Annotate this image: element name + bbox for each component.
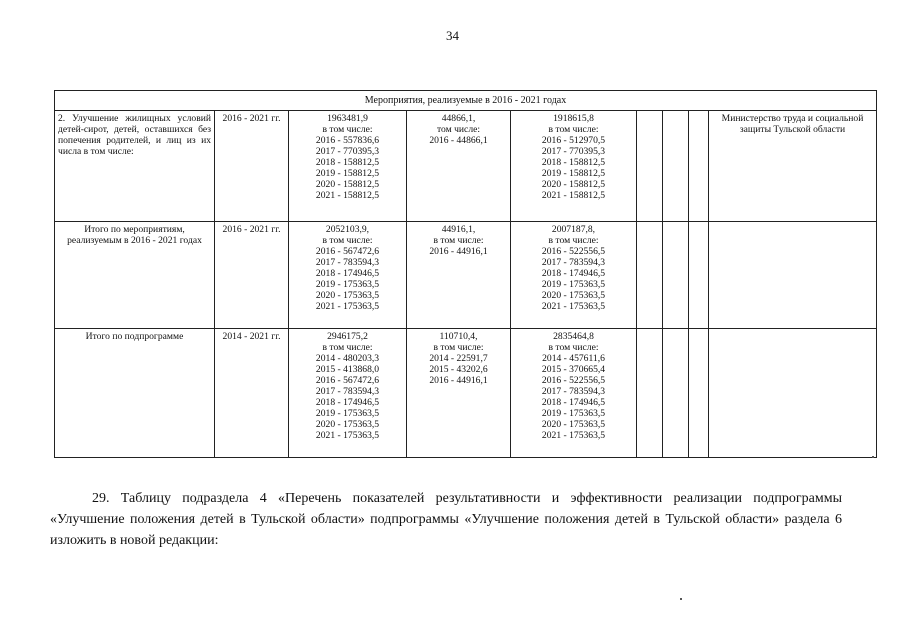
regional-funding-cell-line: 2016 - 512970,5 — [541, 135, 606, 146]
regional-funding-cell-line: 2018 - 174946,5 — [541, 397, 606, 408]
scan-speck — [872, 456, 874, 458]
empty-cell — [663, 329, 689, 458]
regional-funding-cell-line: в том числе: — [548, 342, 599, 353]
federal-funding-cell — [407, 329, 511, 458]
total-funding-cell-line: 2019 - 175363,5 — [315, 279, 380, 290]
period-cell: 2016 - 2021 гг. — [215, 111, 289, 222]
federal-funding-cell — [407, 222, 511, 329]
activity-name-cell: Итого по мероприятиям, реализуемым в 2016 - 2021 годах — [55, 222, 215, 329]
regional-funding-cell-line: 1918615,8 — [553, 113, 594, 124]
regional-funding-cell — [511, 222, 637, 329]
regional-funding-cell-line: 2015 - 370665,4 — [541, 364, 606, 375]
executor-cell: Министерство труда и социальной защиты Тульской области — [709, 111, 877, 222]
empty-cell — [663, 222, 689, 329]
total-funding-cell — [289, 329, 407, 458]
federal-funding-cell-line: 2014 - 22591,7 — [429, 353, 488, 364]
federal-funding-cell-line: том числе: — [436, 124, 481, 135]
activity-name-cell: 2. Улучшение жилищных условий детей-сирот, детей, оставшихся без попечения родителей, и лиц из их числа в том числе: — [55, 111, 215, 222]
total-funding-cell — [289, 222, 407, 329]
regional-funding-cell-line: 2018 - 174946,5 — [541, 268, 606, 279]
regional-funding-cell-line: 2018 - 158812,5 — [541, 157, 606, 168]
empty-cell — [689, 111, 709, 222]
regional-funding-cell-line: 2020 - 175363,5 — [541, 290, 606, 301]
period-cell: 2014 - 2021 гг. — [215, 329, 289, 458]
regional-funding-cell-line: 2020 - 158812,5 — [541, 179, 606, 190]
empty-cell — [637, 222, 663, 329]
section-header: Мероприятия, реализуемые в 2016 - 2021 годах — [55, 91, 877, 111]
total-funding-cell-line: 2018 - 174946,5 — [315, 397, 380, 408]
regional-funding-cell-line: 2020 - 175363,5 — [541, 419, 606, 430]
total-funding-cell-line: в том числе: — [322, 124, 373, 135]
empty-cell — [689, 222, 709, 329]
total-funding-cell-line: 2019 - 158812,5 — [315, 168, 380, 179]
body-paragraph: 29. Таблицу подраздела 4 «Перечень показателей результативности и эффективности реализации подпрограммы «Улучшение положения детей в Тульской области» подпрограммы «Улучшение положения детей в Тульской области» раздела 6 изложить в новой редакции: — [50, 491, 842, 548]
regional-funding-cell-line: в том числе: — [548, 124, 599, 135]
regional-funding-cell-line: 2016 - 522556,5 — [541, 246, 606, 257]
regional-funding-cell-line: 2016 - 522556,5 — [541, 375, 606, 386]
total-funding-cell-line: 2018 - 174946,5 — [315, 268, 380, 279]
federal-funding-cell-line: 44916,1, — [441, 224, 476, 235]
federal-funding-cell-line: 110710,4, — [439, 331, 478, 342]
executor-cell — [709, 222, 877, 329]
total-funding-cell-line: 2014 - 480203,3 — [315, 353, 380, 364]
regional-funding-cell — [511, 111, 637, 222]
total-funding-cell-line: 2020 - 175363,5 — [315, 290, 380, 301]
table-row — [55, 111, 877, 222]
regional-funding-cell-line: 2021 - 175363,5 — [541, 301, 606, 312]
regional-funding-cell-line: 2021 - 175363,5 — [541, 430, 606, 441]
regional-funding-cell-line: 2017 - 783594,3 — [541, 257, 606, 268]
total-funding-cell-line: 2018 - 158812,5 — [315, 157, 380, 168]
federal-funding-cell-line: 44866,1, — [441, 113, 476, 124]
regional-funding-cell-line: 2019 - 175363,5 — [541, 279, 606, 290]
empty-cell — [637, 329, 663, 458]
regional-funding-cell-line: в том числе: — [548, 235, 599, 246]
federal-funding-cell — [407, 111, 511, 222]
budget-table — [54, 90, 877, 458]
regional-funding-cell-line: 2017 - 770395,3 — [541, 146, 606, 157]
total-funding-cell-line: 2019 - 175363,5 — [315, 408, 380, 419]
federal-funding-cell-line: в том числе: — [433, 235, 484, 246]
total-funding-cell-line: 2021 - 175363,5 — [315, 301, 380, 312]
federal-funding-cell-line: 2015 - 43202,6 — [429, 364, 488, 375]
total-funding-cell-line: 2017 - 770395,3 — [315, 146, 380, 157]
executor-cell — [709, 329, 877, 458]
total-funding-cell-line: 2946175,2 — [327, 331, 368, 342]
total-funding-cell-line: 2017 - 783594,3 — [315, 257, 380, 268]
total-funding-cell-line: 2016 - 557836,6 — [315, 135, 380, 146]
regional-funding-cell-line: 2019 - 158812,5 — [541, 168, 606, 179]
federal-funding-cell-line: 2016 - 44916,1 — [429, 246, 488, 257]
federal-funding-cell-line: 2016 - 44866,1 — [429, 135, 488, 146]
total-funding-cell — [289, 111, 407, 222]
empty-cell — [637, 111, 663, 222]
empty-cell — [663, 111, 689, 222]
total-funding-cell-line: 2021 - 175363,5 — [315, 430, 380, 441]
regional-funding-cell-line: 2007187,8, — [551, 224, 596, 235]
total-funding-cell-line: 2015 - 413868,0 — [315, 364, 380, 375]
regional-funding-cell-line: 2014 - 457611,6 — [542, 353, 605, 364]
period-cell: 2016 - 2021 гг. — [215, 222, 289, 329]
federal-funding-cell-line: 2016 - 44916,1 — [429, 375, 488, 386]
total-funding-cell-line: 2017 - 783594,3 — [315, 386, 380, 397]
table-row — [55, 329, 877, 458]
regional-funding-cell — [511, 329, 637, 458]
scan-speck — [680, 598, 682, 600]
total-funding-cell-line: в том числе: — [322, 235, 373, 246]
total-funding-cell-line: 2052103,9, — [325, 224, 370, 235]
total-funding-cell-line: 2016 - 567472,6 — [315, 375, 380, 386]
regional-funding-cell-line: 2835464,8 — [553, 331, 594, 342]
regional-funding-cell-line: 2017 - 783594,3 — [541, 386, 606, 397]
page-number: 34 — [446, 28, 459, 43]
regional-funding-cell-line: 2019 - 175363,5 — [541, 408, 606, 419]
total-funding-cell-line: 2016 - 567472,6 — [315, 246, 380, 257]
total-funding-cell-line: 2020 - 175363,5 — [315, 419, 380, 430]
total-funding-cell-line: 1963481,9 — [327, 113, 368, 124]
activity-name-cell: Итого по подпрограмме — [55, 329, 215, 458]
table-row — [55, 222, 877, 329]
total-funding-cell-line: 2020 - 158812,5 — [315, 179, 380, 190]
empty-cell — [689, 329, 709, 458]
federal-funding-cell-line: в том числе: — [433, 342, 484, 353]
total-funding-cell-line: в том числе: — [322, 342, 373, 353]
regional-funding-cell-line: 2021 - 158812,5 — [541, 190, 606, 201]
total-funding-cell-line: 2021 - 158812,5 — [315, 190, 380, 201]
